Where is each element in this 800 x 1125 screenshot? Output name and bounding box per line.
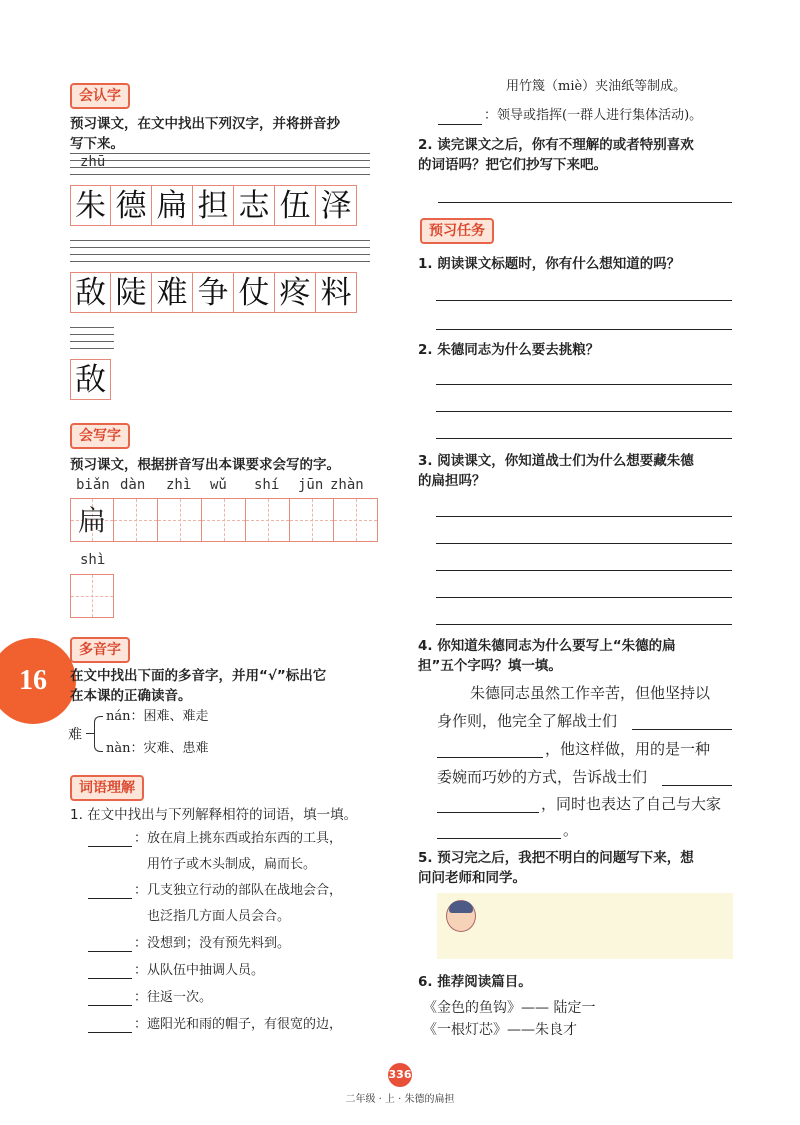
char-grid-row1 — [70, 185, 357, 226]
char-cell: 陡 — [111, 272, 152, 313]
preview-q4-blank-3[interactable] — [662, 785, 732, 786]
vocab-blank-4[interactable] — [88, 978, 132, 979]
write-grid-2 — [70, 574, 114, 618]
recognize-instruction-line2: 写下来。 — [70, 136, 124, 152]
brace-stem — [86, 733, 94, 734]
preview-q2: 2. 朱德同志为什么要去挑粮？ — [418, 342, 600, 358]
polyphone-instruction-line2: 在本课的正确读音。 — [70, 688, 192, 704]
char-cell: 敌 — [70, 272, 111, 313]
section-tag-recognize: 会认字 — [70, 83, 130, 109]
preview-q5-line2: 问问老师和同学。 — [418, 870, 526, 886]
preview-q4-blank-5[interactable] — [437, 838, 561, 839]
vocab-def-6b: 用竹篾（miè）夹油纸等制成。 — [506, 79, 687, 94]
polyphone-reading-1: nán：困难、难走 — [106, 709, 209, 724]
vocab-def-2a: ：几支独立行动的部队在战地会合， — [134, 883, 343, 898]
preview-q3 — [418, 451, 694, 491]
char-cell: 疼 — [275, 272, 316, 313]
write-pinyin-5: shí — [254, 477, 280, 493]
write-cell[interactable] — [202, 498, 246, 542]
vocab-q2-line1: 2. 读完课文之后，你有不理解的或者特别喜欢 — [418, 137, 694, 153]
write-cell-char: 扁 — [77, 504, 106, 537]
polyphone-instruction — [70, 666, 326, 706]
char-cell: 扁 — [152, 185, 193, 226]
section-tag-polyphone: 多音字 — [70, 637, 130, 663]
char-cell: 料 — [316, 272, 357, 313]
char-cell: 争 — [193, 272, 234, 313]
vocab-def-3: ：没想到；没有预先料到。 — [134, 936, 291, 951]
write-pinyin-shi: shì — [80, 552, 106, 568]
write-cell[interactable] — [114, 498, 158, 542]
recognize-instruction-line1: 预习课文，在文中找出下列汉字，并将拼音抄 — [70, 116, 340, 132]
section-tag-write: 会写字 — [70, 423, 130, 449]
brace — [94, 716, 103, 752]
char-cell: 担 — [193, 185, 234, 226]
vocab-def-1a: ：放在肩上挑东西或抬东西的工具， — [134, 831, 343, 846]
preview-q3-line-5[interactable] — [436, 624, 732, 625]
vocab-def-4: ：从队伍中抽调人员。 — [134, 963, 265, 978]
write-pinyin-1: biǎn — [76, 477, 110, 493]
vocab-def-2b: 也泛指几方面人员会合。 — [147, 909, 291, 924]
char-grid-row3 — [70, 359, 111, 400]
vocab-def-6a: ：遮阳光和雨的帽子，有很宽的边， — [134, 1017, 343, 1032]
preview-q3-line2: 的扁担吗？ — [418, 473, 486, 489]
page-footer: 二年级 · 上 · 朱德的扁担 — [345, 1094, 455, 1105]
vocab-blank-1[interactable] — [88, 846, 132, 847]
vocab-q1: 1. 在文中找出与下列解释相符的词语，填一填。 — [70, 807, 358, 823]
preview-q4-p6: 。 — [563, 821, 579, 839]
question-note-box[interactable] — [437, 893, 733, 959]
write-cell[interactable] — [290, 498, 334, 542]
preview-q4-line1: 4. 你知道朱德同志为什么要写上“朱德的扁 — [418, 638, 676, 654]
write-cell[interactable] — [246, 498, 290, 542]
preview-q3-line1: 3. 阅读课文，你知道战士们为什么想要藏朱德 — [418, 453, 694, 469]
recommended-reading-1: 《金色的鱼钩》—— 陆定一 — [423, 1000, 596, 1016]
vocab-blank-2[interactable] — [88, 898, 132, 899]
example-pinyin: zhū — [80, 154, 106, 170]
write-cell[interactable] — [158, 498, 202, 542]
write-pinyin-3: zhì — [166, 477, 192, 493]
preview-q4-blank-2[interactable] — [437, 757, 543, 758]
recommended-reading-2: 《一根灯芯》——朱良才 — [423, 1022, 577, 1038]
preview-q4-p1: 朱德同志虽然工作辛苦，但他坚持以 — [470, 684, 711, 702]
vocab-blank-7[interactable] — [438, 124, 482, 125]
section-tag-preview: 预习任务 — [420, 218, 494, 244]
recognize-instruction — [70, 114, 340, 154]
preview-q4-p2: 身作则，他完全了解战士们 — [437, 712, 618, 730]
preview-q1-line-2[interactable] — [436, 329, 732, 330]
polyphone-instruction-line1: 在文中找出下面的多音字，并用“√”标出它 — [70, 668, 327, 684]
write-cell[interactable] — [70, 574, 114, 618]
preview-q3-line-4[interactable] — [436, 597, 732, 598]
vocab-q2 — [418, 135, 694, 175]
char-cell: 仗 — [234, 272, 275, 313]
vocab-def-1b: 用竹子或木头制成，扁而长。 — [147, 857, 317, 872]
write-instruction: 预习课文，根据拼音写出本课要求会写的字。 — [70, 457, 340, 473]
vocab-blank-5[interactable] — [88, 1005, 132, 1006]
char-cell: 敌 — [70, 359, 111, 400]
write-cell — [70, 498, 114, 542]
student-avatar-icon — [446, 900, 476, 932]
char-cell: 泽 — [316, 185, 357, 226]
vocab-blank-6[interactable] — [88, 1032, 132, 1033]
preview-q3-line-3[interactable] — [436, 570, 732, 571]
polyphone-char: 难 — [68, 727, 82, 743]
write-pinyin-2: dàn — [120, 477, 146, 493]
write-grid — [70, 498, 378, 542]
preview-q2-line-1[interactable] — [436, 384, 732, 385]
preview-q4-blank-4[interactable] — [437, 812, 539, 813]
preview-q1-line-1[interactable] — [436, 300, 732, 301]
preview-q4 — [418, 636, 676, 676]
write-pinyin-7: zhàn — [330, 477, 364, 493]
write-pinyin-6: jūn — [298, 477, 324, 493]
polyphone-reading-2: nàn：灾难、患难 — [106, 741, 209, 756]
char-cell: 难 — [152, 272, 193, 313]
preview-q2-line-2[interactable] — [436, 411, 732, 412]
write-pinyin-4: wǔ — [210, 477, 227, 493]
vocab-q2-answer-line[interactable] — [438, 202, 732, 203]
lesson-number-badge: 16 — [0, 638, 76, 724]
preview-q4-blank-1[interactable] — [632, 729, 732, 730]
preview-q5-line1: 5. 预习完之后，我把不明白的问题写下来，想 — [418, 850, 694, 866]
preview-q6: 6. 推荐阅读篇目。 — [418, 974, 532, 990]
preview-q4-line2: 担”五个字吗？填一填。 — [418, 658, 562, 674]
preview-q5 — [418, 848, 694, 888]
page-number-badge: 336 — [388, 1063, 412, 1087]
vocab-blank-3[interactable] — [88, 951, 132, 952]
vocab-def-5: ：往返一次。 — [134, 990, 213, 1005]
section-tag-vocab: 词语理解 — [70, 775, 144, 801]
preview-q4-p3: ，他这样做，用的是一种 — [545, 740, 711, 758]
vocab-def-7: ：领导或指挥(一群人进行集体活动)。 — [484, 108, 703, 123]
preview-q1: 1. 朗读课文标题时，你有什么想知道的吗？ — [418, 256, 681, 272]
preview-q4-p4: 委婉而巧妙的方式，告诉战士们 — [437, 768, 648, 786]
char-cell: 志 — [234, 185, 275, 226]
char-cell: 德 — [111, 185, 152, 226]
char-cell: 伍 — [275, 185, 316, 226]
char-grid-row2 — [70, 272, 357, 313]
char-cell: 朱 — [70, 185, 111, 226]
preview-q3-line-2[interactable] — [436, 543, 732, 544]
preview-q4-p5: ，同时也表达了自己与大家 — [541, 795, 722, 813]
preview-q3-line-1[interactable] — [436, 516, 732, 517]
vocab-q2-line2: 的词语吗？把它们抄写下来吧。 — [418, 157, 607, 173]
preview-q2-line-3[interactable] — [436, 438, 732, 439]
write-cell[interactable] — [334, 498, 378, 542]
